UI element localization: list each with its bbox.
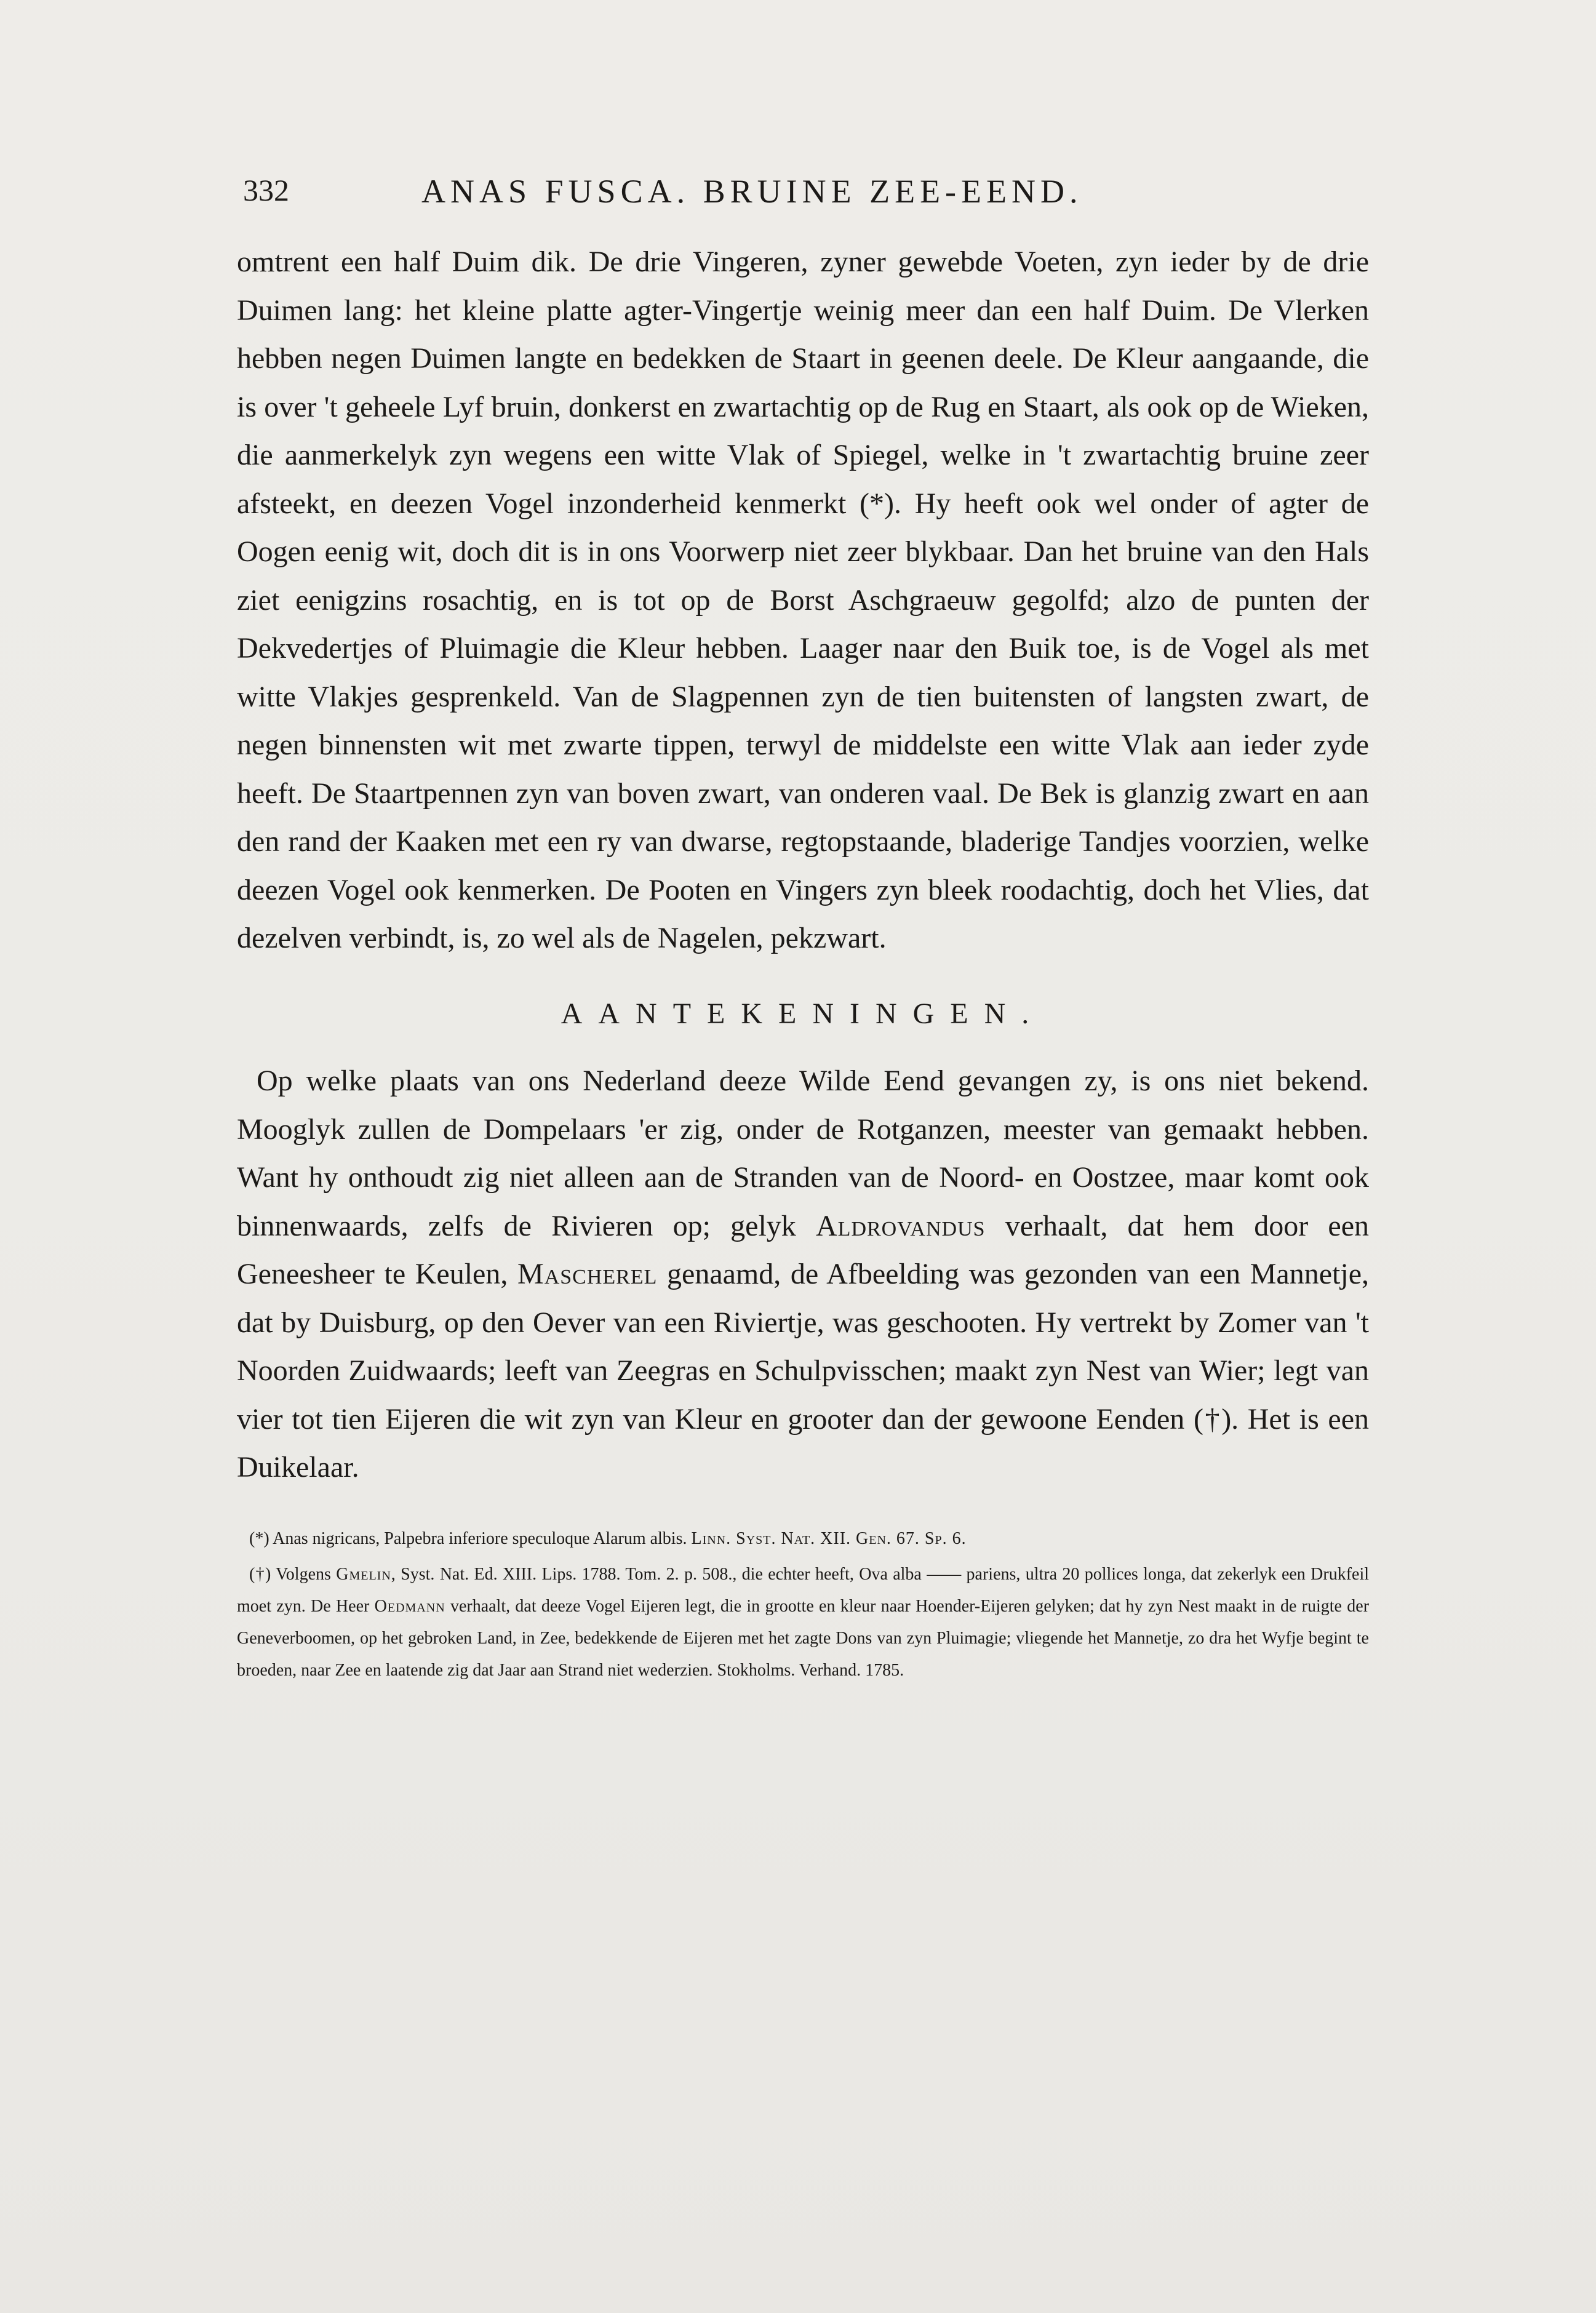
- page-number: 332: [243, 173, 289, 207]
- notes-text-part-2: verhaalt, dat hem door een Geneesheer te Keulen,: [237, 1209, 1370, 1290]
- section-heading: AANTEKENINGEN.: [561, 997, 1045, 1030]
- footnote-2-text-a: Volgens: [276, 1565, 331, 1584]
- footnotes: [237, 1523, 1369, 1690]
- author-name-oedmann: Oedmann: [374, 1597, 445, 1616]
- notes-paragraph-text: [237, 1057, 1369, 1492]
- notes-text-part-1: Op welke plaats van ons Nederland deeze Wilde Eend gevangen zy, is ons niet bekend. Mooglyk zullen de Dompelaars 'er zig, onder de Rotganzen, meester van gemaakt hebben. Want hy onthoudt zig niet alleen aan de Stranden van de Noord- en Oostzee, maar komt ook binnenwaards, zelfs de Rivieren op; gelyk: [237, 1065, 1369, 1242]
- running-title: ANAS FUSCA. BRUINE ZEE-EEND.: [421, 173, 1083, 210]
- author-name-aldrovandus: Aldrovandus: [816, 1209, 986, 1242]
- notes-text-part-3: genaamd, de Afbeelding was gezonden van een Mannetje, dat by Duisburg, op den Oever van een Riviertje, was geschooten. Hy vertrekt by Zomer van 't Noorden Zuidwaards; leeft van Zeegras en Schulpvisschen; maakt zyn Nest van Wier; legt van vier tot tien Eijeren die wit zyn van Kleur en grooter dan der gewoone Eenden (†). Het is een Duikelaar.: [237, 1258, 1370, 1484]
- footnote-1: [237, 1523, 1369, 1555]
- footnote-1-text: Anas nigricans, Palpebra inferiore speculoque Alarum albis.: [273, 1529, 687, 1548]
- footnote-1-mark: (*): [249, 1529, 269, 1548]
- person-name-mascherel: Mascherel: [517, 1258, 658, 1290]
- footnote-2-text-c: verhaalt, dat deeze Vogel Eijeren legt, die in grootte en kleur naar Hoender-Eijeren gelyken; dat hy zyn Nest maakt in de ruigte der Geneverboomen, op het gebroken Land, in Zee, bedekkende de Eijeren met het zagte Dons van zyn Pluimagie; vliegende het Mannetje, zo dra het Wyfje begint te broeden, naar Zee en laatende zig dat Jaar aan Strand niet wederzien. Stokholms. Verhand. 1785.: [237, 1597, 1370, 1680]
- author-name-gmelin: Gmelin: [336, 1565, 391, 1584]
- footnote-1-reference: Linn. Syst. Nat. XII. Gen. 67. Sp. 6.: [691, 1529, 967, 1548]
- footnote-2-mark: (†): [249, 1565, 271, 1584]
- footnote-2-text-b: , Syst. Nat. Ed. XIII. Lips. 1788. Tom. 2. p. 508., die echter heeft, Ova alba —— pariens, ultra 20 pollices longa, dat zekerlyk een Drukfeil moet zyn. De Heer: [237, 1565, 1370, 1616]
- paragraph-text: omtrent een half Duim dik. De drie Vingeren, zyner gewebde Voeten, zyn ieder by de drie Duimen lang: het kleine platte agter-Vingertje weinig meer dan een half Duim. De Vlerken hebben negen Duimen langte en bedekken de Staart in geenen deele. De Kleur aangaande, die is over 't geheele Lyf bruin, donkerst en zwartachtig op de Rug en Staart, als ook op de Wieken, die aanmerkelyk zyn wegens een witte Vlak of Spiegel, welke in 't zwartachtig bruine zeer afsteekt, en deezen Vogel inzonderheid kenmerkt (*). Hy heeft ook wel onder of agter de Oogen eenig wit, doch dit is in ons Voorwerp niet zeer blykbaar. Dan het bruine van den Hals ziet eenigzins rosachtig, en is tot op de Borst Aschgraeuw gegolfd; alzo de punten der Dekvedertjes of Pluimagie die Kleur hebben. Laager naar den Buik toe, is de Vogel als met witte Vlakjes gesprenkeld. Van de Slagpennen zyn de tien buitensten of langsten zwart, de negen binnensten wit met zwarte tippen, terwyl de middelste een witte Vlak aan ieder zyde heeft. De Staartpennen zyn van boven zwart, van onderen vaal. De Bek is glanzig zwart en aan den rand der Kaaken met een ry van dwarse, regtopstaande, bladerige Tandjes voorzien, welke deezen Vogel ook kenmerken. De Pooten en Vingers zyn bleek roodachtig, doch het Vlies, dat dezelven verbindt, is, zo wel als de Nagelen, pekzwart.: [237, 246, 1369, 954]
- notes-paragraph: [237, 1057, 1369, 1492]
- page-header: [243, 172, 1289, 222]
- footnote-2: [237, 1559, 1369, 1687]
- description-paragraph: [237, 238, 1369, 963]
